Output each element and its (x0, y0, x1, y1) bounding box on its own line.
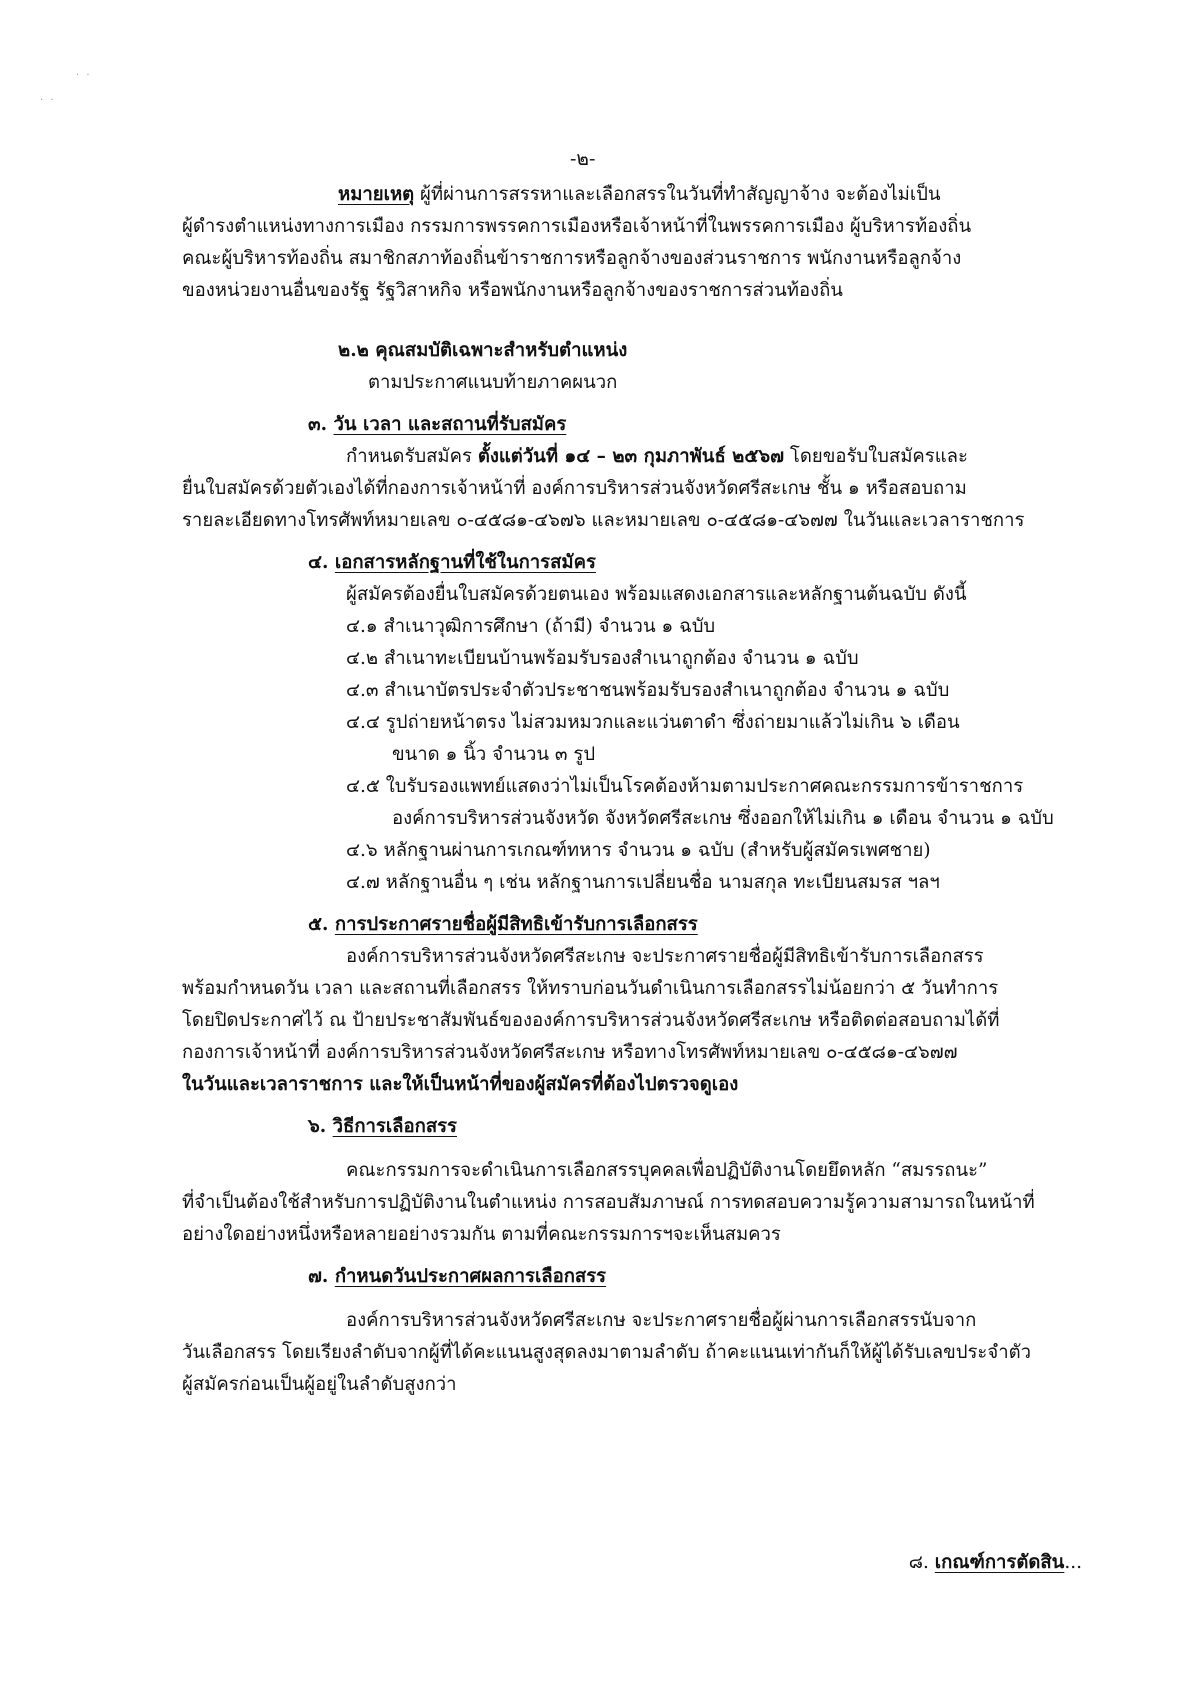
section-6-line-3: อย่างใดอย่างหนึ่งหรือหลายอย่างรวมกัน ตามที่คณะกรรมการฯจะเห็นสมควร (182, 1224, 781, 1245)
section-5-line-1: องค์การบริหารส่วนจังหวัดศรีสะเกษ จะประกาศรายชื่อผู้มีสิทธิเข้ารับการเลือกสรร (346, 946, 984, 967)
list-item: ๔.๒ สำเนาทะเบียนบ้านพร้อมรับรองสำเนาถูกต้อง จำนวน ๑ ฉบับ (346, 648, 859, 669)
note-line-1 (338, 184, 941, 206)
section-2-2-body: ตามประกาศแนบท้ายภาคผนวก (368, 372, 618, 393)
section-6-heading (308, 1116, 457, 1138)
list-item: ๔.๓ สำเนาบัตรประจำตัวประชาชนพร้อมรับรองสำเนาถูกต้อง จำนวน ๑ ฉบับ (346, 680, 950, 701)
section-3-line-3: รายละเอียดทางโทรศัพท์หมายเลข ๐-๔๕๘๑-๔๖๗๖ และหมายเลข ๐-๔๕๘๑-๔๖๗๗ ในวันและเวลาราชการ (182, 510, 1025, 531)
section-3-heading (308, 414, 566, 436)
list-item-continuation: องค์การบริหารส่วนจังหวัด จังหวัดศรีสะเกษ ซึ่งออกให้ไม่เกิน ๑ เดือน จำนวน ๑ ฉบับ (392, 808, 1054, 829)
next-page-reference (909, 1548, 1082, 1577)
section-5-line-5: ในวันและเวลาราชการ และให้เป็นหน้าที่ของผู้สมัครที่ต้องไปตรวจดูเอง (182, 1074, 739, 1095)
list-item: ๔.๔ รูปถ่ายหน้าตรง ไม่สวมหมวกและแว่นตาดำ ซึ่งถ่ายมาแล้วไม่เกิน ๖ เดือน (346, 712, 960, 733)
next-page-ellipsis: ... (1064, 1552, 1082, 1573)
section-7-heading (308, 1266, 606, 1288)
section-3-title: วัน เวลา และสถานที่รับสมัคร (333, 414, 567, 435)
scan-speck-mark: · · (40, 95, 56, 106)
list-item: ๔.๗ หลักฐานอื่น ๆ เช่น หลักฐานการเปลี่ยนชื่อ นามสกุล ทะเบียนสมรส ฯลฯ (346, 872, 940, 893)
note-line-2: ผู้ดำรงตำแหน่งทางการเมือง กรรมการพรรคการเมืองหรือเจ้าหน้าที่ในพรรคการเมือง ผู้บริหารท้องถิ่น (182, 216, 972, 237)
list-item: ๔.๖ หลักฐานผ่านการเกณฑ์ทหาร จำนวน ๑ ฉบับ (สำหรับผู้สมัครเพศชาย) (346, 840, 931, 861)
section-5-heading (308, 914, 698, 936)
section-3-line-1 (346, 446, 968, 468)
note-label: หมายเหตุ (338, 184, 415, 205)
section-3-line-1-lead: กำหนดรับสมัคร (346, 446, 478, 467)
section-6-title: วิธีการเลือกสรร (332, 1116, 457, 1137)
section-7-number: ๗. (308, 1266, 329, 1287)
section-5-line-4: กองการเจ้าหน้าที่ องค์การบริหารส่วนจังหวัดศรีสะเกษ หรือทางโทรศัพท์หมายเลข ๐-๔๕๘๑-๔๖๗๗ (182, 1042, 958, 1063)
section-5-line-3: โดยปิดประกาศไว้ ณ ป้ายประชาสัมพันธ์ขององค์การบริหารส่วนจังหวัดศรีสะเกษ หรือติดต่อสอบถามได้ที่ (182, 1010, 1000, 1031)
note-line-3: คณะผู้บริหารท้องถิ่น สมาชิกสภาท้องถิ่นข้าราชการหรือลูกจ้างของส่วนราชการ พนักงานหรือลูกจ้าง (182, 248, 962, 269)
next-page-number: ๘. (908, 1552, 929, 1573)
section-7-line-2: วันเลือกสรร โดยเรียงลำดับจากผู้ที่ได้คะแนนสูงสุดลงมาตามลำดับ ถ้าคะแนนเท่ากันก็ให้ผู้ได้รับเลขประจำตัว (182, 1342, 1032, 1363)
list-item-continuation: ขนาด ๑ นิ้ว จำนวน ๓ รูป (392, 744, 596, 765)
section-6-line-2: ที่จำเป็นต้องใช้สำหรับการปฏิบัติงานในตำแหน่ง การสอบสัมภาษณ์ การทดสอบความรู้ความสามารถในหน้าที่ (182, 1192, 1035, 1213)
scan-speck-mark: · · (76, 70, 92, 81)
section-4-number: ๔. (308, 552, 329, 573)
page-number: -๒- (570, 148, 596, 170)
section-3-line-2: ยื่นใบสมัครด้วยตัวเองได้ที่กองการเจ้าหน้าที่ องค์การบริหารส่วนจังหวัดศรีสะเกษ ชั้น ๑ หรือสอบถาม (182, 478, 967, 499)
note-text: ผู้ที่ผ่านการสรรหาและเลือกสรรในวันที่ทำสัญญาจ้าง จะต้องไม่เป็น (420, 184, 941, 205)
next-page-title: เกณฑ์การตัดสิน (934, 1552, 1065, 1573)
section-5-number: ๕. (308, 914, 329, 935)
section-6-number: ๖. (308, 1116, 327, 1137)
section-3-line-1-tail: โดยขอรับใบสมัครและ (784, 446, 968, 467)
list-item: ๔.๑ สำเนาวุฒิการศึกษา (ถ้ามี) จำนวน ๑ ฉบับ (346, 616, 716, 637)
note-line-4: ของหน่วยงานอื่นของรัฐ รัฐวิสาหกิจ หรือพนักงานหรือลูกจ้างของราชการส่วนท้องถิ่น (182, 280, 843, 301)
section-4-intro: ผู้สมัครต้องยื่นใบสมัครด้วยตนเอง พร้อมแสดงเอกสารและหลักฐานต้นฉบับ ดังนี้ (346, 584, 967, 605)
application-period: ตั้งแต่วันที่ ๑๔ – ๒๓ กุมภาพันธ์ ๒๕๖๗ (477, 446, 785, 467)
section-4-title: เอกสารหลักฐานที่ใช้ในการสมัคร (334, 552, 596, 573)
section-6-line-1: คณะกรรมการจะดำเนินการเลือกสรรบุคคลเพื่อปฏิบัติงานโดยยึดหลัก “สมรรถนะ” (346, 1160, 988, 1181)
section-7-line-1: องค์การบริหารส่วนจังหวัดศรีสะเกษ จะประกาศรายชื่อผู้ผ่านการเลือกสรรนับจาก (346, 1310, 977, 1331)
section-3-number: ๓. (308, 414, 328, 435)
section-5-title: การประกาศรายชื่อผู้มีสิทธิเข้ารับการเลือกสรร (334, 914, 698, 935)
section-7-line-3: ผู้สมัครก่อนเป็นผู้อยู่ในลำดับสูงกว่า (182, 1374, 457, 1395)
section-5-line-2: พร้อมกำหนดวัน เวลา และสถานที่เลือกสรร ให้ทราบก่อนวันดำเนินการเลือกสรรไม่น้อยกว่า ๕ วันทำการ (182, 978, 999, 999)
section-4-heading (308, 552, 596, 574)
list-item: ๔.๕ ใบรับรองแพทย์แสดงว่าไม่เป็นโรคต้องห้ามตามประกาศคณะกรรมการข้าราชการ (346, 776, 1024, 797)
section-2-2-title: ๒.๒ คุณสมบัติเฉพาะสำหรับตำแหน่ง (338, 340, 628, 361)
section-7-title: กำหนดวันประกาศผลการเลือกสรร (334, 1266, 607, 1287)
